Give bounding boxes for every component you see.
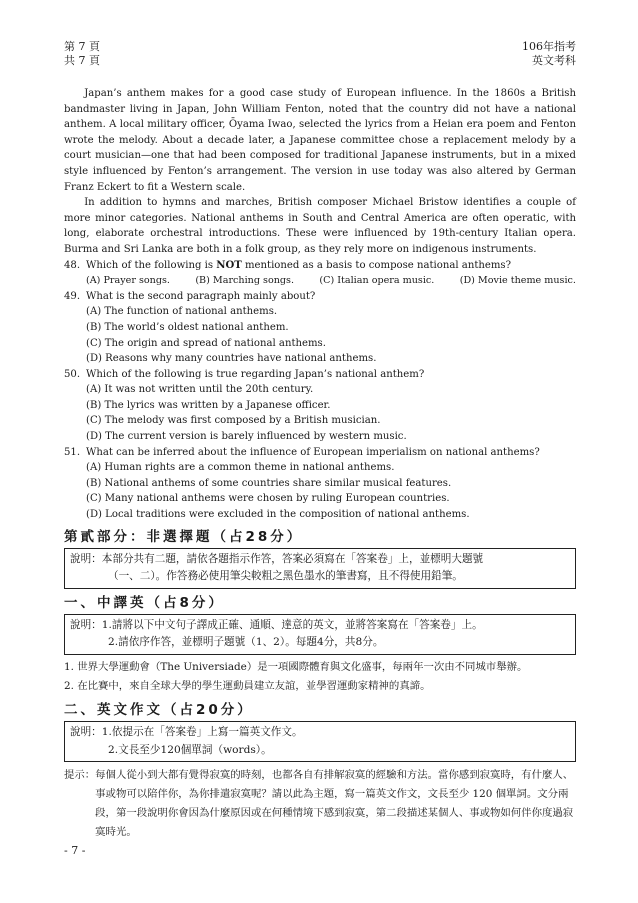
option-row	[64, 273, 576, 289]
instruction-row	[70, 724, 570, 742]
stem-part: Which of the following is	[86, 259, 217, 271]
translation-sentences	[64, 658, 576, 696]
passage-paragraph-2: In addition to hymns and marches, British composer Michael Bristow identifies a couple of more minor categories. National anthems in South and Central America are often operatic, with long, elaborate orchestral introductions. These were influenced by 19th-century Italian opera. Burma and Sri Lanka are both in a folk group, as they rely more on indigenous instruments.	[64, 197, 576, 255]
exam-page	[64, 40, 576, 857]
page-footer: - 7 -	[64, 844, 86, 858]
exam-name: 106年指考	[522, 40, 576, 53]
question-stem	[64, 367, 576, 383]
part-2-title: 第貳部分：非選擇題（占28分）	[64, 528, 304, 545]
hint-label: 提示：	[64, 769, 96, 782]
option-a: (A) It was not written until the 20th century.	[86, 384, 314, 396]
passage-paragraph-1: Japan’s anthem makes for a good case study of European influence. In the 1860s a British bandmaster living in Japan, John William Fenton, noted that the country did not have a national anthem. A local military officer, Ōyama Iwao, selected the lyrics from a Heian era poem and Fenton wrote the melody. About a decade later, a Japanese committee chose a replacement melody by a court musician—one that had been composed for traditional Japanese instruments, but in a mixed style influenced by Fenton’s arrangement. The version in use today was also altered by German Franz Eckert to fit a Western scale.	[64, 88, 576, 193]
option-b: (B) Marching songs.	[195, 275, 295, 287]
composition-instructions	[64, 721, 576, 762]
instruction-line: 1.依提示在「答案卷」上寫一篇英文作文。	[101, 726, 303, 738]
option-list	[64, 304, 576, 366]
composition-hint	[64, 766, 576, 842]
option-d: (D) The current version is barely influenced by western music.	[86, 431, 407, 443]
question-number: 50.	[64, 368, 81, 380]
question-48	[64, 258, 576, 289]
question-stem	[64, 445, 576, 461]
question-text	[86, 258, 511, 274]
option-a: (A) Prayer songs.	[86, 275, 170, 287]
translation-instructions	[64, 614, 576, 655]
option-c: (C) Italian opera music.	[319, 275, 435, 287]
page-number: 第 7 頁	[64, 40, 100, 53]
option-a: (A) The function of national anthems.	[86, 306, 278, 318]
question-49	[64, 289, 576, 367]
translation-sentence-1: 1. 世界大學運動會（The Universiade）是一項國際體育與文化盛事，每兩年一次由不同城市舉辦。	[64, 661, 528, 673]
instruction-line: 2.文長至少120個單詞（words）。	[108, 743, 272, 756]
instruction-row	[70, 551, 570, 569]
instruction-line: （一、二）。作答務必使用筆尖較粗之黑色墨水的筆書寫，且不得使用鉛筆。	[108, 570, 463, 583]
question-51	[64, 445, 576, 523]
option-c: (C) The origin and spread of national anthems.	[86, 337, 326, 349]
reading-passage	[64, 86, 576, 258]
option-c: (C) Many national anthems were chosen by ruling European countries.	[86, 493, 450, 505]
hint-text: 每個人從小到大都有覺得寂寞的時刻，也都各自有排解寂寞的經驗和方法。當你感到寂寞時，有什麼人、事或物可以陪伴你，為你排遣寂寞呢？請以此為主題，寫一篇英文作文，文長至少 120 個單詞。文分兩段，第一段說明你會因為什麼原因或在何種情境下感到寂寞，第二段描述某個人、事或物如何伴你度過寂寞時光。	[95, 769, 574, 839]
instruction-label: 說明：	[70, 552, 102, 565]
question-50	[64, 367, 576, 445]
instruction-label: 說明：	[70, 618, 102, 631]
page-header	[64, 40, 576, 68]
question-number: 48.	[64, 259, 81, 271]
question-stem	[64, 258, 576, 274]
question-number: 51.	[64, 446, 81, 458]
option-c: (C) The melody was first composed by a British musician.	[86, 415, 381, 427]
option-b: (B) The lyrics was written by a Japanese officer.	[86, 399, 331, 411]
option-d: (D) Reasons why many countries have national anthems.	[86, 353, 377, 365]
option-d: (D) Local traditions were excluded in the composition of national anthems.	[86, 509, 470, 521]
question-text: Which of the following is true regarding Japan’s national anthem?	[86, 368, 425, 380]
stem-part: mentioned as a basis to compose national anthems?	[241, 259, 512, 271]
option-a: (A) Human rights are a common theme in national anthems.	[86, 462, 395, 474]
part-2-instructions	[64, 548, 576, 589]
instruction-line: 本部分共有二題，請依各題指示作答，答案必須寫在「答案卷」上，並標明大題號	[101, 552, 484, 565]
translation-section-title: 一、中譯英（占8分）	[64, 594, 225, 611]
option-b: (B) The world’s oldest national anthem.	[86, 321, 289, 333]
question-number: 49.	[64, 290, 81, 302]
subject-name: 英文考科	[532, 54, 576, 67]
composition-section-title: 二、英文作文（占20分）	[64, 702, 254, 718]
instruction-row	[70, 617, 570, 635]
option-b: (B) National anthems of some countries share similar musical features.	[86, 477, 452, 489]
option-d: (D) Movie theme music.	[459, 275, 576, 287]
instruction-line: 1.請將以下中文句子譯成正確、通順、達意的英文，並將答案寫在「答案卷」上。	[101, 618, 483, 631]
header-left	[64, 40, 100, 68]
option-list	[64, 382, 576, 444]
translation-sentence-2: 2. 在比賽中，來自全球大學的學生運動員建立友誼，並學習運動家精神的真諦。	[64, 680, 431, 692]
header-right	[522, 40, 576, 68]
question-text: What can be inferred about the influence of European imperialism on national anthems?	[86, 446, 540, 458]
option-list	[64, 460, 576, 522]
question-text: What is the second paragraph mainly about?	[86, 290, 316, 302]
stem-emphasis: NOT	[216, 259, 242, 271]
instruction-label: 說明：	[70, 726, 102, 738]
question-stem	[64, 289, 576, 305]
instruction-line: 2.請依序作答，並標明子題號（1、2）。每題4分，共8分。	[108, 636, 384, 649]
page-total: 共 7 頁	[64, 54, 100, 67]
